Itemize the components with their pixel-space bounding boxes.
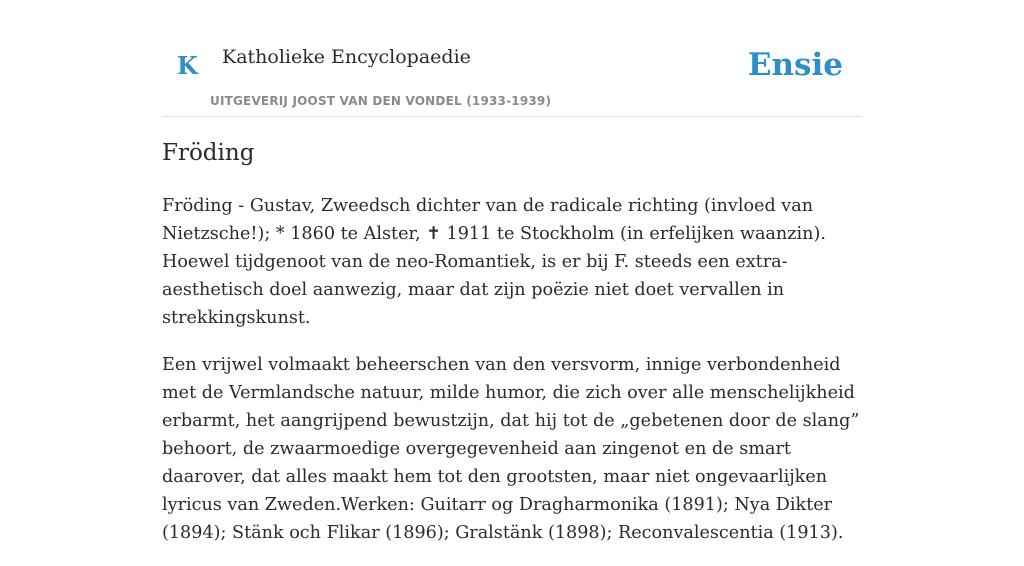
brand-logo-link[interactable]: Ensie (747, 47, 843, 83)
entry-title: Fröding (162, 140, 255, 166)
article-paragraph: Een vrijwel volmaakt beheerschen van den versvorm, innige verbondenheid met de Vermlandsche natuur, milde humor, die zich over alle menschelijkheid erbarmt, het aangrijpend bewustzijn, dat hij tot de „gebetenen door de slang” behoort, de zwaarmoedige overgegevenheid aan zingenot en de smart daarover, dat alles maakt hem tot den grootsten, maar niet ongevaarlijken lyricus van Zweden.Werken: Guitarr og Dragharmonika (1891); Nya Dikter (1894); Stänk och Flikar (1896); Gralstänk (1898); Reconvalescentia (1913). (162, 355, 860, 543)
publisher-subtitle: UITGEVERIJ JOOST VAN DEN VONDEL (1933-1939) (210, 94, 552, 108)
site-title[interactable]: Katholieke Encyclopaedie (222, 46, 471, 68)
article-body (162, 192, 862, 566)
article-paragraph: Fröding - Gustav, Zweedsch dichter van de radicale richting (invloed van Nietzsche!); * 1860 te Alster, ✝ 1911 te Stockholm (in erfelijken waanzin). Hoewel tijdgenoot van de neo-Romantiek, is er bij F. steeds een extra-aesthetisch doel aanwezig, maar dat zijn poëzie niet doet vervallen in strekkingskunst. (162, 196, 826, 328)
logo-icon[interactable]: K (177, 51, 198, 80)
page (162, 0, 862, 543)
site-header (162, 0, 862, 117)
